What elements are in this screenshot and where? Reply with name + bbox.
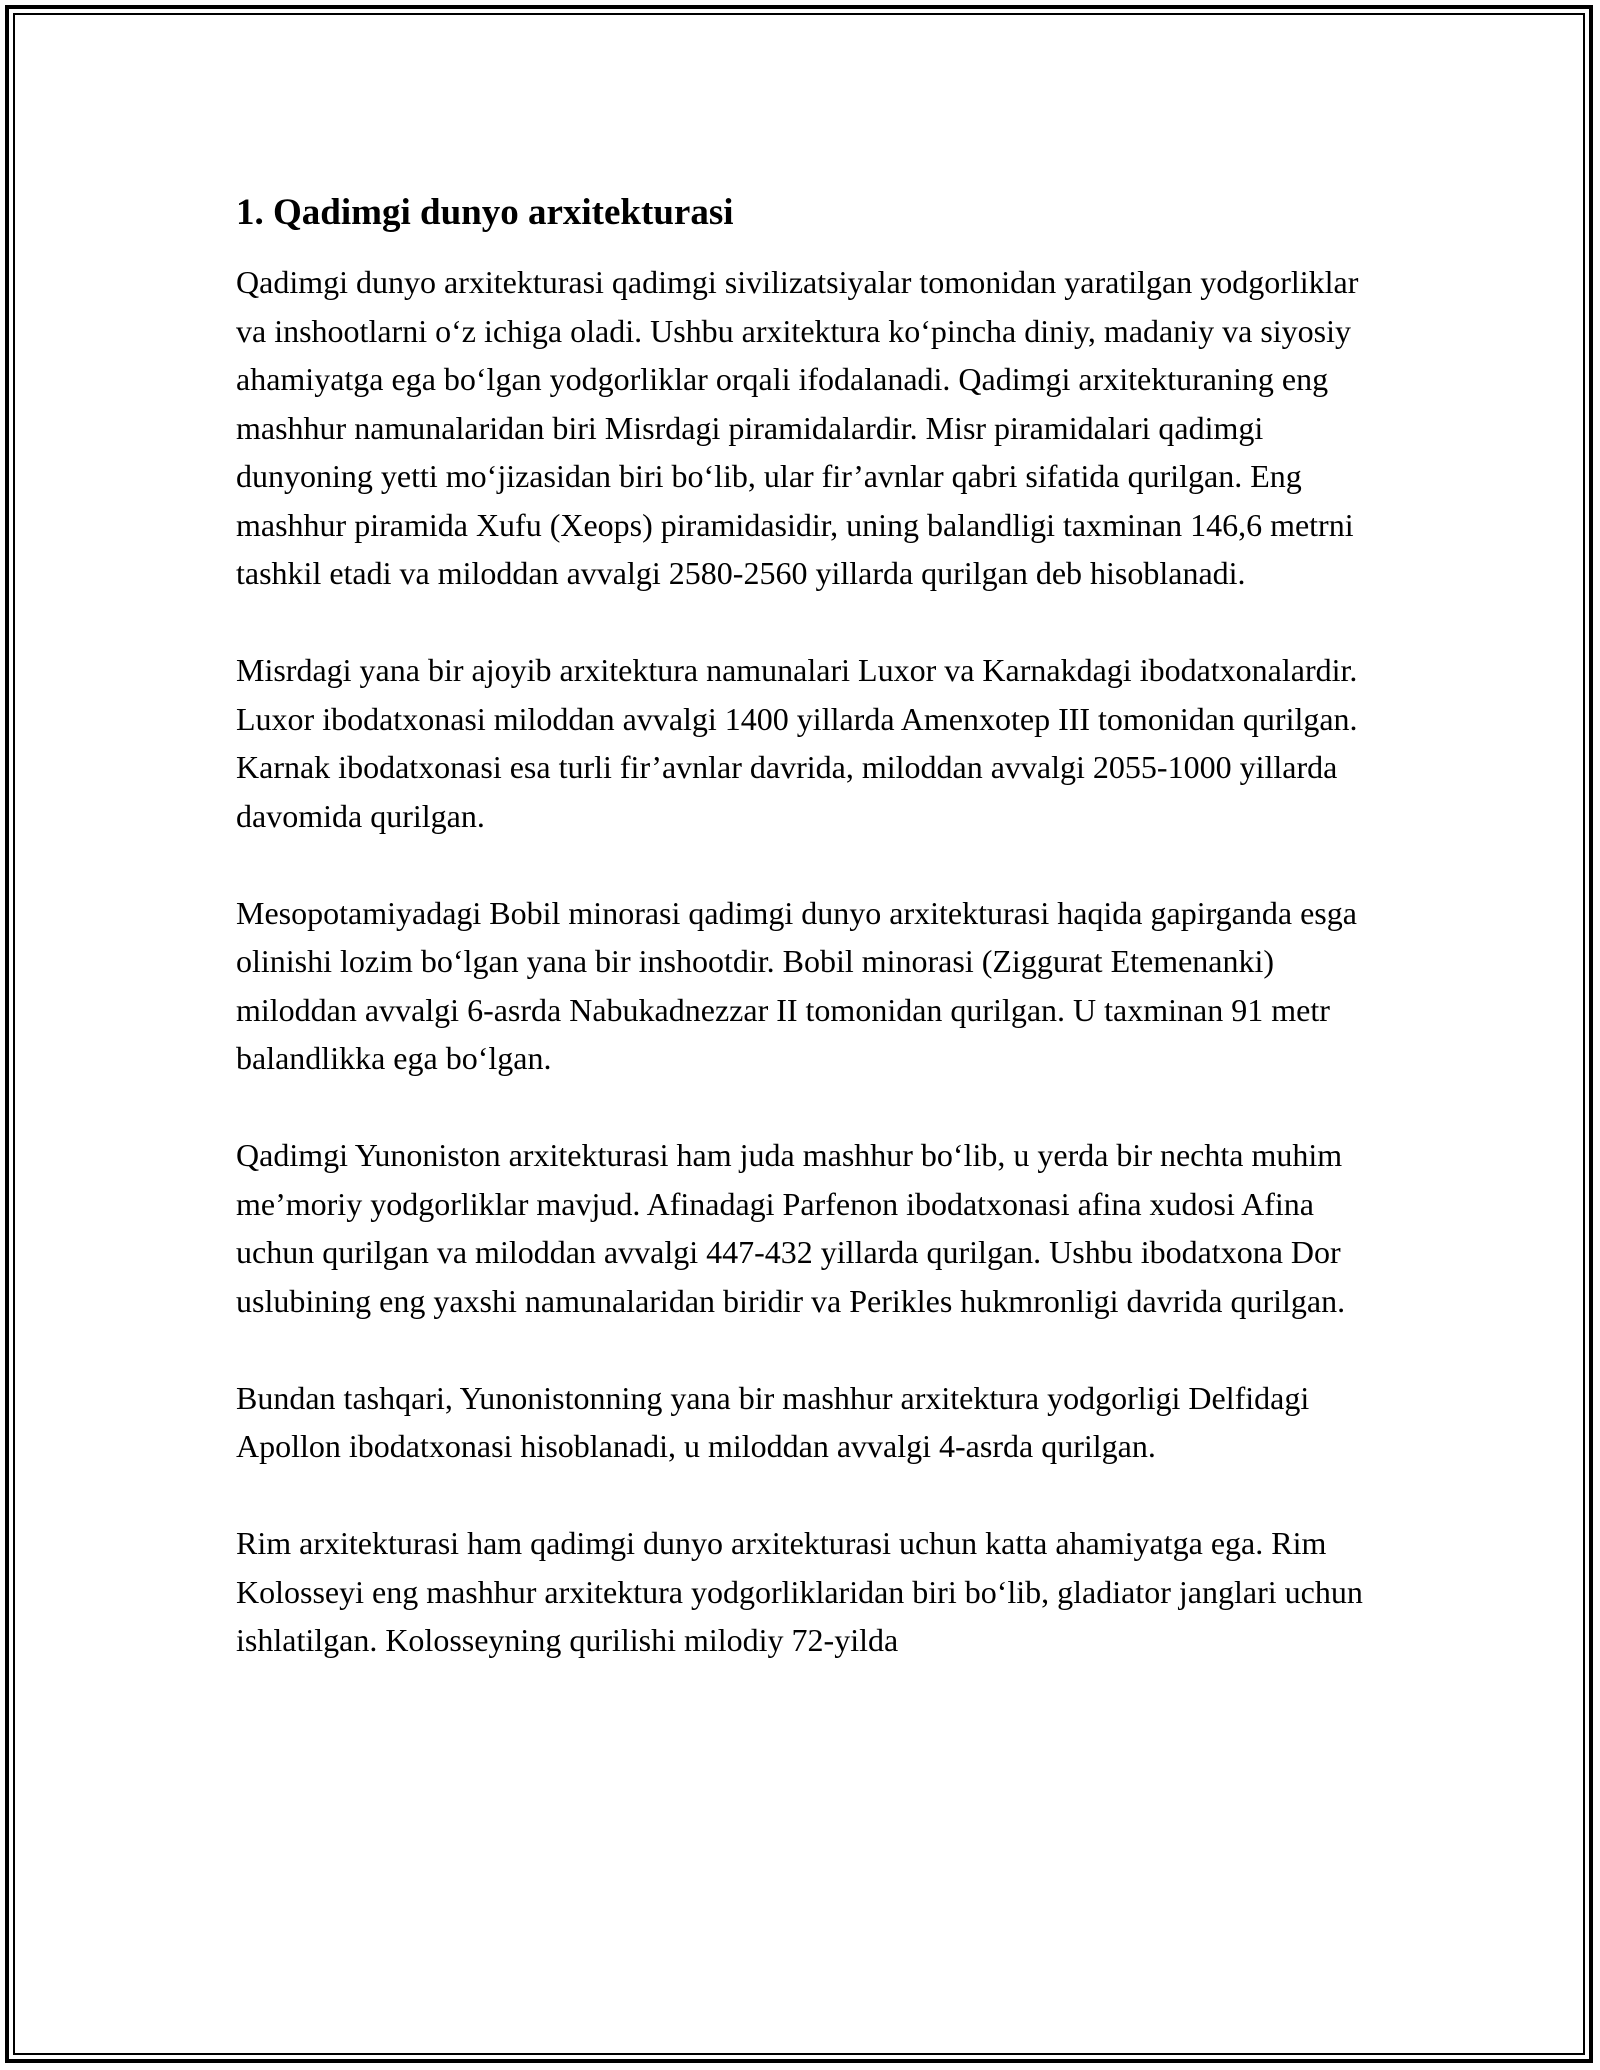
paragraph-rome-colosseum: Rim arxitekturasi ham qadimgi dunyo arxitekturasi uchun katta ahamiyatga ega. Rim Kolosseyi eng mashhur arxitektura yodgorliklaridan biri bo‘lib, gladiator janglari uchun ishlatilgan. Kolosseyning qurilishi milodiy 72-yilda <box>236 1525 1363 1658</box>
paragraph-delphi-apollo: Bundan tashqari, Yunonistonning yana bir mashhur arxitektura yodgorligi Delfidagi Apollon ibodatxonasi hisoblanadi, u miloddan avvalgi 4-asrda qurilgan. <box>236 1379 1310 1464</box>
document-body <box>236 188 1370 1713</box>
paragraph-babylon-tower: Mesopotamiyadagi Bobil minorasi qadimgi dunyo arxitekturasi haqida gapirganda esga olinishi lozim bo‘lgan yana bir inshootdir. Bobil minorasi (Ziggurat Etemenanki) miloddan avvalgi 6-asrda Nabukadnezzar II tomonidan qurilgan. U taxminan 91 metr balandlikka ega bo‘lgan. <box>236 894 1357 1076</box>
paragraph-egypt-pyramids: Qadimgi dunyo arxitekturasi qadimgi sivilizatsiyalar tomonidan yaratilgan yodgorliklar va inshootlarni o‘z ichiga oladi. Ushbu arxitektura ko‘pincha diniy, madaniy va siyosiy ahamiyatga ega bo‘lgan yodgorliklar orqali ifodalanadi. Qadimgi arxitekturaning eng mashhur namunalaridan biri Misrdagi piramidalardir. Misr piramidalari qadimgi dunyoning yetti mo‘jizasidan biri bo‘lib, ular fir’avnlar qabri sifatida qurilgan. Eng mashhur piramida Xufu (Xeops) piramidasidir, uning balandligi taxminan 146,6 metrni tashkil etadi va miloddan avvalgi 2580-2560 yillarda qurilgan deb hisoblanadi. <box>236 264 1359 591</box>
section-heading: 1. Qadimgi dunyo arxitekturasi <box>236 192 734 233</box>
paragraph-luxor-karnak: Misrdagi yana bir ajoyib arxitektura namunalari Luxor va Karnakdagi ibodatxonalardir. Luxor ibodatxonasi miloddan avvalgi 1400 yillarda Amenxotep III tomonidan qurilgan. Karnak ibodatxonasi esa turli fir’avnlar davrida, miloddan avvalgi 2055-1000 yillarda davomida qurilgan. <box>236 652 1358 834</box>
paragraph-greek-parthenon: Qadimgi Yunoniston arxitekturasi ham juda mashhur bo‘lib, u yerda bir nechta muhim me’moriy yodgorliklar mavjud. Afinadagi Parfenon ibodatxonasi afina xudosi Afina uchun qurilgan va miloddan avvalgi 447-432 yillarda qurilgan. Ushbu ibodatxona Dor uslubining eng yaxshi namunalaridan biridir va Perikles hukmronligi davrida qurilgan. <box>236 1137 1346 1319</box>
